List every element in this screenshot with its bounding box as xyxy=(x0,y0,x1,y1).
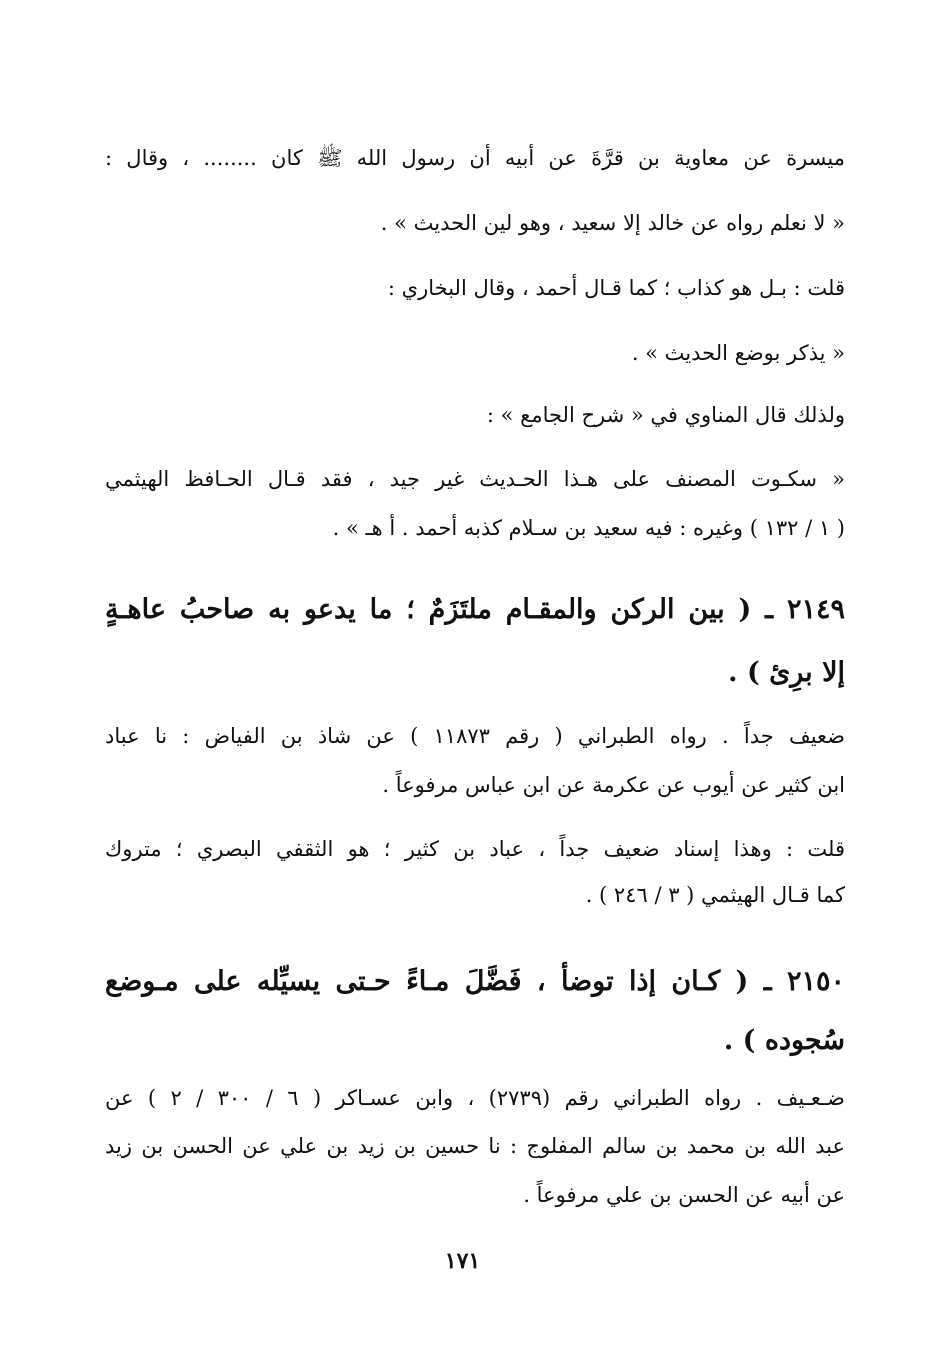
text-line-7: كما قـال الهيثمي ( ٣ / ٢٤٦ ) . xyxy=(585,883,845,907)
text-line-8: ضـعـيف . رواه الطبراني رقم (٢٧٣٩) ، وابن عسـاكر ( ٦ / ٣٠٠ / ٢ ) عن xyxy=(105,1086,845,1110)
hadith-heading-2150: ٢١٥٠ ـ ( كـان إذا توضأ ، فَضَّلَ مـاءً حـتى يسيِّله على مـوضع xyxy=(105,966,845,997)
quote-line-1: « لا نعلم رواه عن خالد إلا سعيد ، وهو لين الحديث » . xyxy=(380,211,845,235)
quote-line-4: ( ١ / ١٣٢ ) وغيره : فيه سعيد بن سـلام كذبه أحمد . أ هـ » . xyxy=(332,516,845,540)
hadith-heading-2149: ٢١٤٩ ـ ( بين الركن والمقـام ملتَزَمٌ ؛ ما يدعو به صاحبُ عاهـةٍ xyxy=(105,594,845,625)
text-line-1: ميسرة عن معاوية بن قرَّةَ عن أبيه أن رسول الله ﷺ كان ........ ، وقال : xyxy=(105,146,845,170)
text-line-10: عن أبيه عن الحسن بن علي مرفوعاً . xyxy=(523,1183,845,1207)
quote-line-2: « يذكر بوضع الحديث » . xyxy=(631,341,845,365)
hadith-heading-2150-cont: سُجوده ) . xyxy=(723,1025,845,1056)
text-line-9: عبد الله بن محمد بن سالم المفلوج : نا حسين بن زيد بن علي عن الحسن بن زيد xyxy=(105,1134,845,1158)
hadith-heading-2149-cont: إلا برِئ ) . xyxy=(728,657,845,688)
text-line-2: قلت : بـل هو كذاب ؛ كما قـال أحمد ، وقال البخاري : xyxy=(387,276,845,300)
page-number: ١٧١ xyxy=(444,1248,481,1274)
text-line-3: ولذلك قال المناوي في « شرح الجامع » : xyxy=(486,403,845,427)
quote-line-3: « سكـوت المصنف على هـذا الحـديث غير جيد ، فقد قـال الحـافظ الهيثمي xyxy=(105,467,845,491)
text-line-5: ابن كثير عن أيوب عن عكرمة عن ابن عباس مرفوعاً . xyxy=(382,773,845,797)
text-line-4: ضعيف جداً . رواه الطبراني ( رقم ١١٨٧٣ ) عن شاذ بن الفياض : نا عباد xyxy=(105,724,846,748)
text-line-6: قلت : وهذا إسناد ضعيف جداً ، عباد بن كثير ؛ هو الثقفي البصري ؛ متروك xyxy=(105,837,845,861)
